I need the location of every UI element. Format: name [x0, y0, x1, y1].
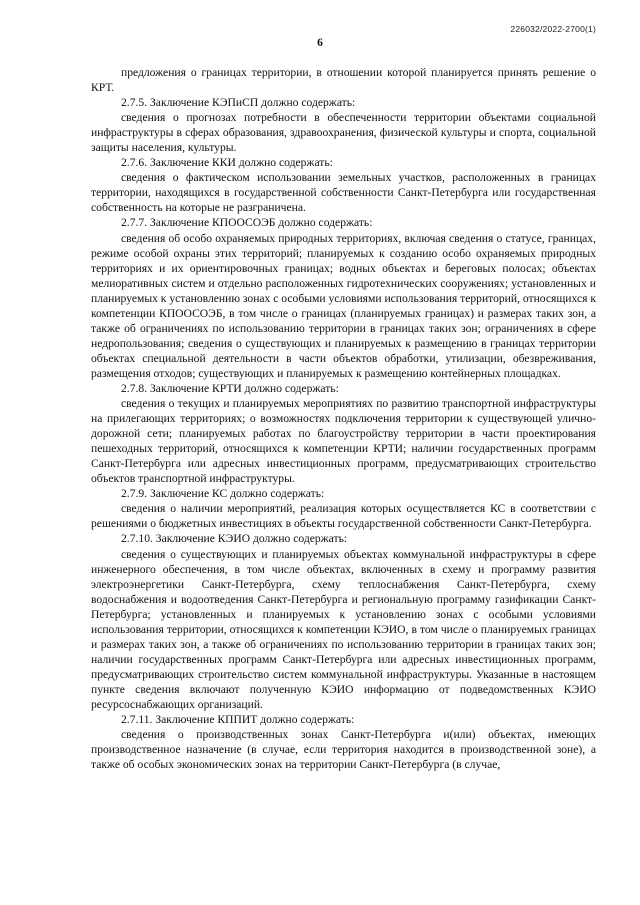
section-heading: 2.7.10. Заключение КЭИО должно содержать:	[121, 532, 348, 546]
document-id: 226032/2022-2700(1)	[510, 24, 596, 34]
paragraph: сведения о фактическом использовании земельных участков, расположенных в границах территории, находящихся в государственной собственности Санкт-Петербурга или государственная собственность на которые не разграничена.	[91, 171, 596, 215]
paragraph: сведения о прогнозах потребности в обеспеченности территории объектами социальной инфраструктуры в сферах образования, здравоохранения, физической культуры и спорта, социальной защиты населения, культуры.	[91, 111, 596, 155]
section-heading: 2.7.5. Заключение КЭПиСП должно содержать:	[121, 96, 356, 110]
page-number: 6	[317, 37, 323, 49]
section-heading: 2.7.7. Заключение КПООСОЭБ должно содержать:	[121, 216, 373, 230]
paragraph: сведения об особо охраняемых природных территориях, включая сведения о статусе, границах, режиме особой охраны этих территорий; планируемых к созданию особо охраняемых природных территориях и их ориентировочных границах; водных объектах и береговых полосах; объектах мелиоративных систем и отдельно расположенных гидротехнических сооружениях; установленных и планируемых к установлению зонах с особыми условиями использования территорий, относящихся к компетенции КПООСОЭБ, в том числе о границах (планируемых границах) и размерах таких зон, а также об ограничениях по использованию территории в границах таких зон; ограничениях в сфере недропользования; сведения о существующих и планируемых к размещению в границах территории объектах специальной деятельности в части объектов обработки, утилизации, обезвреживания, размещения отходов; существующих и планируемых к размещению контейнерных площадках.	[91, 231, 596, 380]
document-body	[91, 65, 596, 772]
paragraph: сведения о текущих и планируемых мероприятиях по развитию транспортной инфраструктуры на прилегающих территориях; о возможностях подключения территории к существующей улично-дорожной сети; планируемых работах по благоустройству территории в части проектирования пешеходных территорий, относящихся к компетенции КРТИ; наличии государственных программ Санкт-Петербурга или адресных инвестиционных программ, предусматривающих строительство объектов транспортной инфраструктуры.	[91, 397, 596, 486]
paragraph: сведения о наличии мероприятий, реализация которых осуществляется КС в соответствии с решениями о бюджетных инвестициях в объекты государственной собственности Санкт-Петербурга.	[91, 502, 596, 531]
section-heading: 2.7.8. Заключение КРТИ должно содержать:	[121, 381, 339, 395]
paragraph: предложения о границах территории, в отношении которой планируется принять решение о КРТ.	[91, 66, 596, 95]
section-heading: 2.7.9. Заключение КС должно содержать:	[121, 487, 325, 501]
section-heading: 2.7.6. Заключение ККИ должно содержать:	[121, 156, 333, 170]
paragraph: сведения о производственных зонах Санкт-Петербурга и(или) объектах, имеющих производственное назначение (в случае, если территория находится в производственной зоне), а также об особых экономических зонах на территории Санкт-Петербурга (в случае,	[91, 728, 596, 772]
section-heading: 2.7.11. Заключение КППИТ должно содержать:	[121, 713, 355, 727]
paragraph: сведения о существующих и планируемых объектах коммунальной инфраструктуры в сфере инженерного обеспечения, в том числе объектах, включенных в схему и программу развития электроэнергетики Санкт-Петербурга, схему теплоснабжения Санкт-Петербурга, схему водоснабжения и водоотведения Санкт-Петербурга и региональную программу газификации Санкт-Петербурга; установленных и планируемых к установлению зонах с особыми условиями использования территории, относящихся к компетенции КЭИО, в том числе о планируемых границах и размерах таких зон, а также об ограничениях по использованию территории в границах таких зон; наличии государственных программ Санкт-Петербурга или адресных инвестиционных программ, предусматривающих строительство систем коммунальной инфраструктуры. Указанные в настоящем пункте сведения включают полученную КЭИО информацию от подведомственных КЭИО ресурсоснабжающих организаций.	[91, 547, 596, 711]
